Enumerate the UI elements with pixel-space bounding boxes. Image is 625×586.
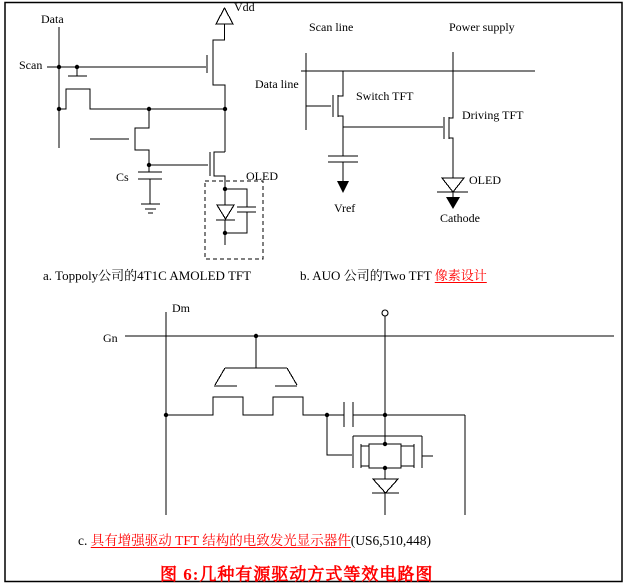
vref-arrow	[337, 181, 349, 193]
caption-b-text: b. AUO 公司的Two TFT	[300, 268, 435, 283]
pair-gate-structure	[353, 436, 433, 468]
caption-a-text: a. Toppoly公司的4T1C AMOLED TFT	[43, 268, 252, 283]
junction-dots-c	[164, 334, 387, 470]
page-border	[5, 0, 622, 582]
label-switch-tft: Switch TFT	[356, 89, 414, 103]
coupling-capacitor	[327, 402, 385, 427]
circuit-a-schematic	[47, 8, 263, 259]
pair-left-gate-lead	[327, 415, 352, 455]
caption-b-red-text: 像素设计	[434, 268, 487, 283]
caption-c-prefix: c.	[78, 533, 91, 548]
vdd-triangle	[216, 8, 233, 24]
label-dm: Dm	[172, 301, 190, 315]
oled-diode-b	[437, 178, 468, 197]
label-gn: Gn	[103, 331, 118, 345]
drive-tft-channel	[213, 24, 225, 152]
label-scan: Scan	[19, 58, 43, 72]
terminal-circle	[382, 310, 388, 316]
caption-c	[78, 529, 431, 549]
label-scan-line: Scan line	[309, 20, 354, 34]
oled-diode-a	[216, 189, 235, 245]
label-data: Data	[41, 12, 64, 26]
label-vdd: Vdd	[234, 0, 255, 14]
label-cs: Cs	[116, 170, 129, 184]
label-data-line: Data line	[255, 77, 299, 91]
caption-c-suffix: (US6,510,448)	[350, 533, 432, 548]
series-tft-channels	[166, 397, 327, 415]
caption-c-red-text: 具有增强驱动 TFT 结构的电致发光显示器件	[90, 533, 351, 548]
caption-b	[300, 265, 487, 284]
label-oled-a: OLED	[246, 169, 278, 183]
capacitor-cs	[138, 165, 162, 204]
label-vref: Vref	[334, 201, 356, 215]
label-cathode: Cathode	[440, 211, 480, 225]
label-driving-tft: Driving TFT	[462, 108, 524, 122]
output-diode-c	[372, 468, 399, 515]
oled-parallel-capacitor	[225, 189, 256, 233]
switch-tft-channel	[338, 71, 343, 127]
dual-gate-yoke	[215, 336, 297, 385]
ground-symbol	[141, 204, 160, 213]
tft4-channel	[214, 152, 225, 189]
cathode-arrow	[446, 197, 460, 209]
capacitor-b	[328, 127, 358, 181]
caption-a	[43, 265, 251, 284]
label-power-supply: Power supply	[449, 20, 515, 34]
right-return-line	[385, 415, 465, 515]
label-oled-b: OLED	[469, 173, 501, 187]
figure-caption: 图 6:几种有源驱动方式等效电路图	[160, 565, 434, 584]
switch-tft1-channel	[59, 89, 225, 109]
tft3-channel	[135, 109, 149, 165]
pair-shared-electrode-box	[369, 444, 401, 468]
circuit-c-schematic	[125, 310, 614, 515]
